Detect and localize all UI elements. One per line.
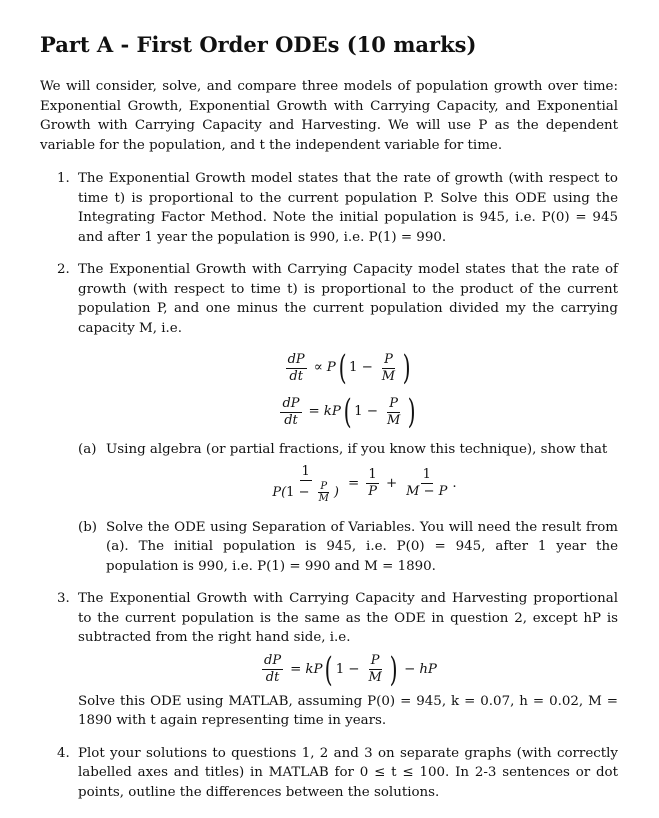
var-P: P <box>326 360 336 376</box>
intro-paragraph: We will consider, solve, and compare three models of population growth over time: Exponential Growth, Exponential Growth with Carrying Capacity, and Exponential Growth with Carrying Capacity and Harvesting. We will use P as the dependent variable for the population, and t the independent variable for time. <box>40 79 618 153</box>
one: 1 <box>349 360 358 376</box>
period: . <box>452 475 457 491</box>
var-kP: kP <box>323 404 341 420</box>
question-text: The Exponential Growth with Carrying Capacity model states that the rate of growth (with respect to time t) is proportional to the product of the current population P, and one minus the current population divided my the carrying capacity M, i.e. <box>78 262 618 336</box>
fraction-P-over-M: $\frac{P}{M}$ <box>381 351 396 384</box>
minus-sign: − <box>361 360 373 376</box>
question-3 <box>40 589 618 731</box>
minus-sign: − <box>404 661 416 677</box>
page-title: Part A - First Order ODEs (10 marks) <box>40 32 477 57</box>
left-paren: ( <box>343 392 352 432</box>
question-number: 3. <box>57 591 70 606</box>
left-paren: ( <box>325 649 334 690</box>
question-text: The Exponential Growth model states that the rate of growth (with respect to time t) is proportional to the current population P. Solve this ODE using the Integrating Factor Method. Note the initial population is 945, i.e. P(0) = 945 and after 1 year the population is 990, i.e. P(1) = 990. <box>78 171 618 245</box>
proportional-symbol: ∝ <box>313 360 323 376</box>
question-text-2: Solve this ODE using MATLAB, assuming P(0) = 945, k = 0.07, h = 0.02, M = 1890 with t again representing time in years. <box>78 693 618 728</box>
equation-partial-fractions <box>106 460 618 508</box>
fraction-lhs: 1 P(1 − $\frac{P}{M}$ ) <box>272 463 339 504</box>
equation-proportional <box>78 346 618 390</box>
question-list <box>40 169 618 802</box>
left-paren: ( <box>338 348 347 388</box>
equation-harvesting <box>78 648 618 692</box>
var-kP: kP <box>305 661 323 677</box>
subquestion-text: Using algebra (or partial fractions, if you know this technique), show that <box>106 442 608 457</box>
subquestion-text: Solve the ODE using Separation of Variables. You will need the result from (a). The initial population is 945, i.e. P(0) = 945, after 1 year the population is 990, i.e. P(1) = 990 and M = 1890. <box>106 519 618 574</box>
question-text: Plot your solutions to questions 1, 2 and 3 on separate graphs (with correctly labelled axes and titles) in MATLAB for 0 ≤ t ≤ 100. In 2-3 sentences or dot points, outline the differences between the solutions. <box>78 745 618 800</box>
fraction-one-over-M-minus-P: $\frac{1}{M - P}$ <box>406 467 448 499</box>
question-number: 1. <box>57 171 70 186</box>
fraction-dPdt: $\frac{dP}{dt}$ <box>264 653 282 685</box>
right-paren: ) <box>407 392 416 432</box>
minus-sign: − <box>348 661 360 677</box>
fraction-P-over-M: $\frac{P}{M}$ <box>368 653 382 685</box>
right-paren: ) <box>402 348 411 388</box>
question-number: 2. <box>57 262 70 277</box>
subquestion-label: (a) <box>78 442 97 457</box>
fraction-one-over-P: $\frac{1}{P}$ <box>368 467 377 499</box>
equation-with-k <box>78 390 618 434</box>
question-number: 4. <box>57 745 70 761</box>
fraction-dPdt: $\frac{dP}{dt}$ <box>282 395 300 428</box>
subquestion-label: (b) <box>78 519 98 535</box>
question-4 <box>40 744 618 803</box>
equals-sign: = <box>347 475 360 491</box>
subquestion-list <box>78 440 618 576</box>
var-hP: hP <box>419 661 437 677</box>
equals-sign: = <box>308 404 320 420</box>
fraction-P-over-M: $\frac{P}{M}$ <box>386 395 401 428</box>
minus-sign: − <box>366 404 378 420</box>
one: 1 <box>354 404 363 420</box>
document-page <box>40 32 618 815</box>
question-1 <box>40 169 618 247</box>
equals-sign: = <box>290 661 302 677</box>
subquestion-b <box>78 518 618 577</box>
fraction-dPdt: $\frac{dP}{dt}$ <box>287 351 305 384</box>
question-2 <box>40 260 618 576</box>
question-text: The Exponential Growth with Carrying Capacity and Harvesting proportional to the current population is the same as the ODE in question 2, except hP is subtracted from the right hand side, i.e. <box>78 591 618 645</box>
subquestion-a <box>78 440 618 508</box>
plus-sign: + <box>385 475 398 491</box>
right-paren: ) <box>389 649 398 690</box>
one: 1 <box>335 661 345 677</box>
equation-block-logistic <box>78 346 618 434</box>
